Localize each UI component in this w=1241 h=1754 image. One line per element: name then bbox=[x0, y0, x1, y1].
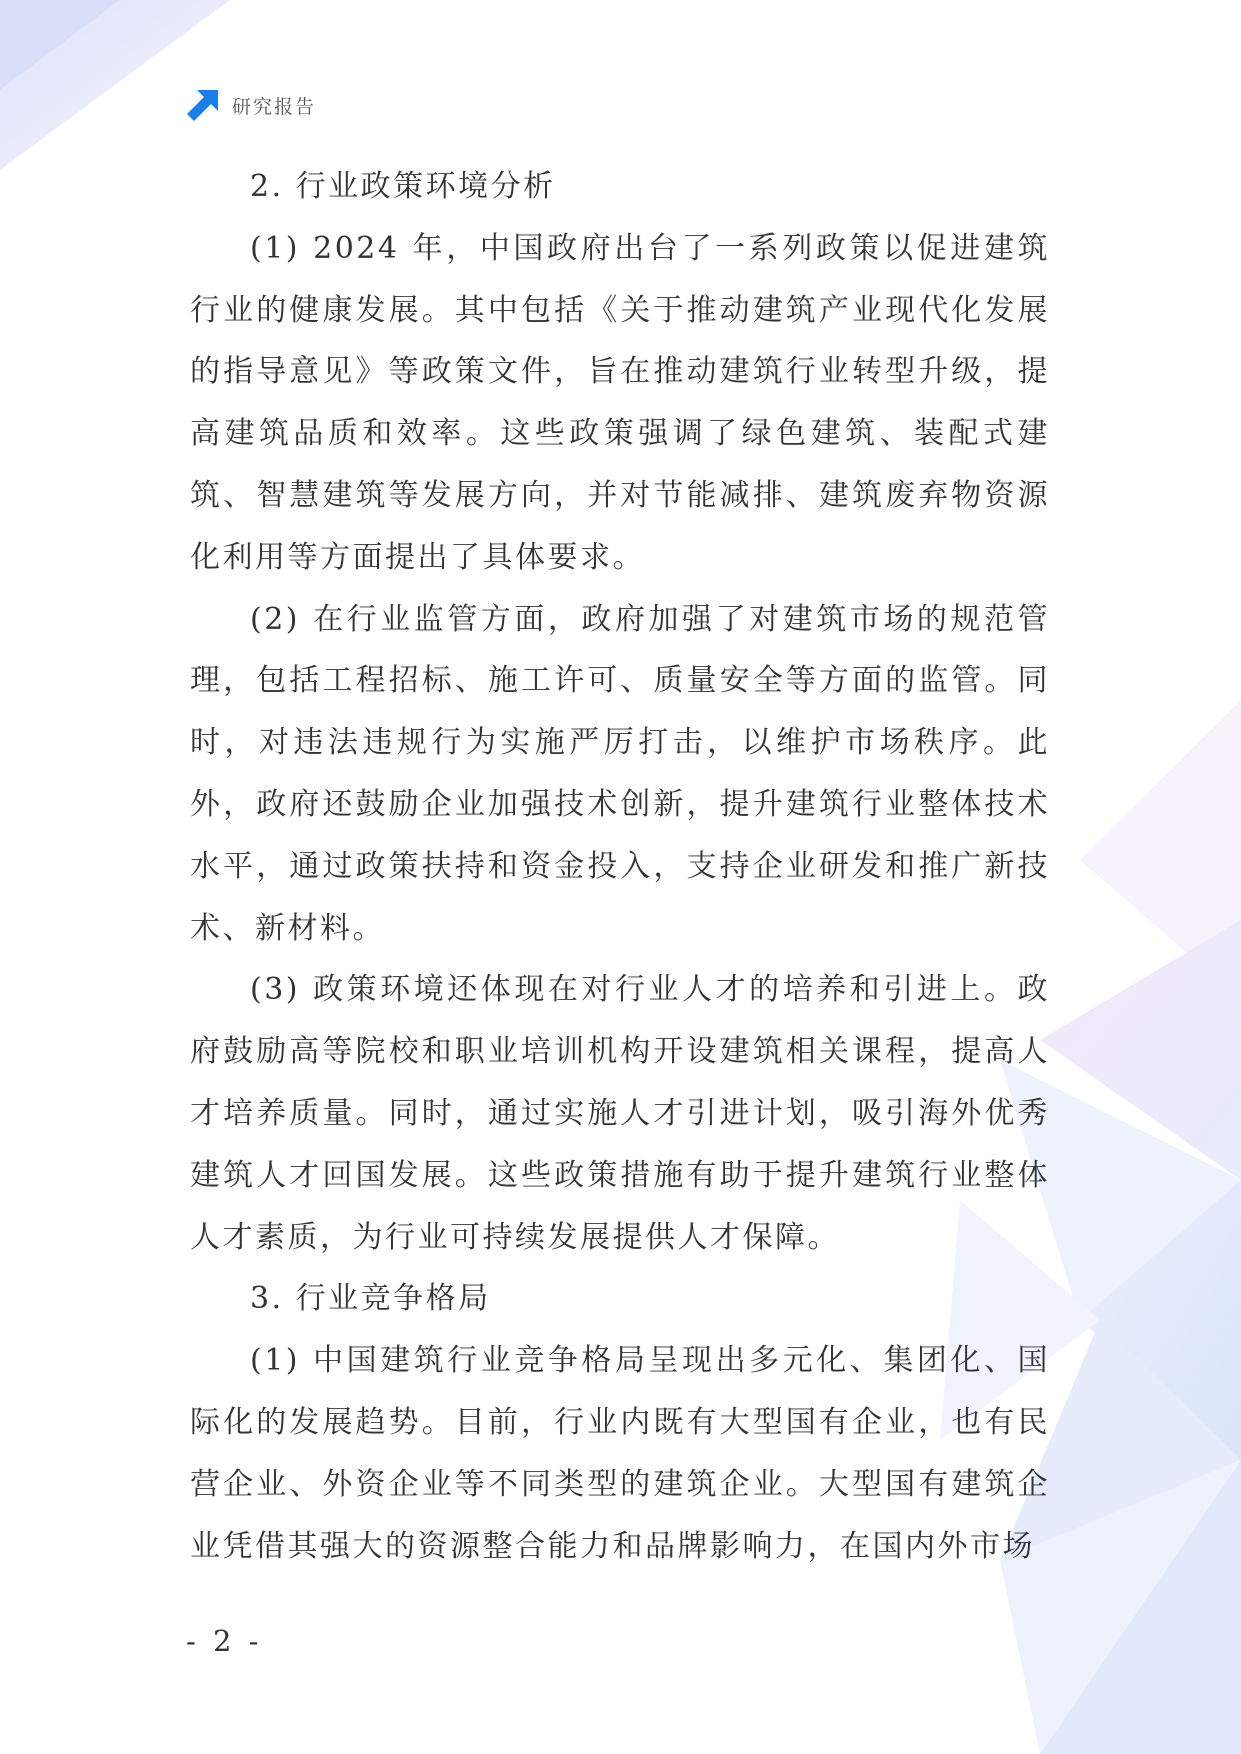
paragraph: (3) 政策环境还体现在对行业人才的培养和引进上。政府鼓励高等院校和职业培训机构开设建筑相关课程，提高人才培养质量。同时，通过实施人才引进计划，吸引海外优秀建筑人才回国发展。这些政策措施有助于提升建筑行业整体人才素质，为行业可持续发展提供人才保障。 bbox=[190, 972, 1050, 1255]
section-heading: 3. 行业竞争格局 bbox=[250, 1281, 491, 1317]
page-number: - 2 - bbox=[186, 1624, 263, 1658]
document-body bbox=[190, 156, 1050, 1577]
paragraph: (1) 2024 年，中国政府出台了一系列政策以促进建筑行业的健康发展。其中包括《关于推动建筑产业现代化发展的指导意见》等政策文件，旨在推动建筑行业转型升级，提高建筑品质和效率。这些政策强调了绿色建筑、装配式建筑、智慧建筑等发展方向，并对节能减排、建筑废弃物资源化利用等方面提出了具体要求。 bbox=[190, 230, 1050, 575]
header-title: 研究报告 bbox=[232, 95, 317, 118]
page-header bbox=[186, 88, 316, 122]
paragraph: (2) 在行业监管方面，政府加强了对建筑市场的规范管理，包括工程招标、施工许可、质量安全等方面的监管。同时，对违法违规行为实施严厉打击，以维护市场秩序。此外，政府还鼓励企业加强技术创新，提升建筑行业整体技术水平，通过政策扶持和资金投入，支持企业研发和推广新技术、新材料。 bbox=[190, 601, 1050, 946]
arrow-up-right-icon bbox=[186, 88, 220, 122]
section-heading: 2. 行业政策环境分析 bbox=[250, 169, 556, 204]
paragraph: (1) 中国建筑行业竞争格局呈现出多元化、集团化、国际化的发展趋势。目前，行业内既有大型国有企业，也有民营企业、外资企业等不同类型的建筑企业。大型国有建筑企业凭借其强大的资源整合能力和品牌影响力，在国内外市场 bbox=[190, 1343, 1050, 1564]
